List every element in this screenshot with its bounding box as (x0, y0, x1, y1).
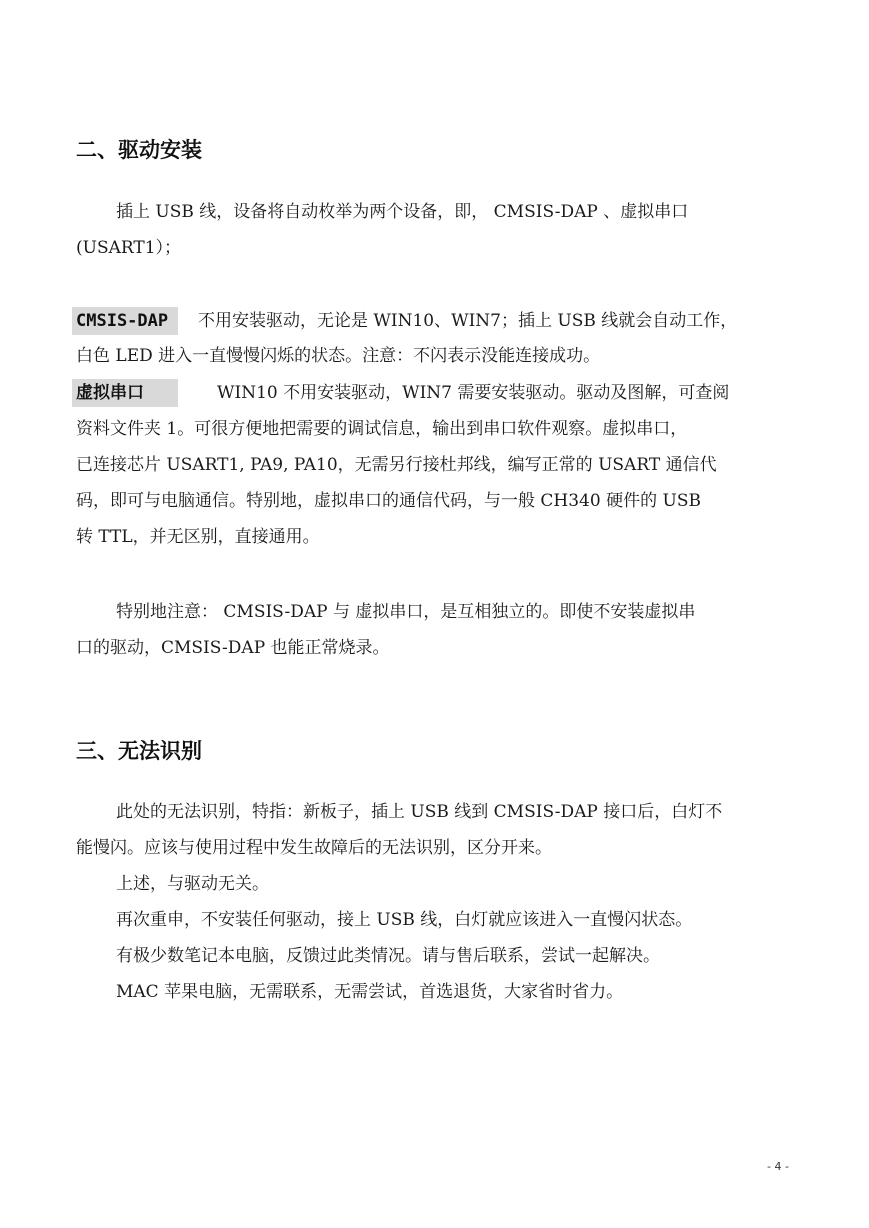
cmsis-dap-label: CMSIS-DAP (76, 311, 169, 331)
section-3-heading: 三、无法识别 (76, 739, 202, 763)
section-2-note-line-2: 口的驱动，CMSIS-DAP 也能正常烧录。 (76, 638, 390, 658)
page-number: - 4 - (767, 1160, 789, 1173)
section-3-line-1: 上述，与驱动无关。 (116, 874, 269, 894)
section-3-line-4: MAC 苹果电脑，无需联系，无需尝试，首选退货，大家省时省力。 (116, 982, 624, 1002)
section-3-paragraph-line-1: 此处的无法识别，特指：新板子，插上 USB 线到 CMSIS-DAP 接口后，白灯不 (116, 802, 723, 822)
cmsis-dap-description-line-2: 白色 LED 进入一直慢慢闪烁的状态。注意：不闪表示没能连接成功。 (76, 346, 601, 366)
section-2-intro-line-1: 插上 USB 线，设备将自动枚举为两个设备，即， CMSIS-DAP 、虚拟串口 (116, 202, 689, 222)
section-2-note-line-1: 特别地注意： CMSIS-DAP 与 虚拟串口，是互相独立的。即使不安装虚拟串 (116, 602, 696, 622)
section-3-line-3: 有极少数笔记本电脑，反馈过此类情况。请与售后联系，尝试一起解决。 (116, 946, 660, 966)
virtual-serial-description-line-4: 码，即可与电脑通信。特别地，虚拟串口的通信代码，与一般 CH340 硬件的 USB (76, 491, 701, 511)
virtual-serial-description-line-2: 资料文件夹 1。可很方便地把需要的调试信息，输出到串口软件观察。虚拟串口， (76, 419, 688, 439)
section-3-paragraph-line-2: 能慢闪。应该与使用过程中发生故障后的无法识别，区分开来。 (76, 838, 552, 858)
virtual-serial-description-line-3: 已连接芯片 USART1, PA9, PA10，无需另行接杜邦线，编写正常的 USART 通信代 (76, 455, 717, 475)
cmsis-dap-description-line-1: 不用安装驱动，无论是 WIN10、WIN7；插上 USB 线就会自动工作， (198, 311, 738, 331)
section-3-line-2: 再次重申，不安装任何驱动，接上 USB 线，白灯就应该进入一直慢闪状态。 (116, 910, 693, 930)
virtual-serial-description-line-1: WIN10 不用安装驱动，WIN7 需要安装驱动。驱动及图解，可查阅 (217, 383, 730, 403)
virtual-serial-description-line-5: 转 TTL，并无区别，直接通用。 (76, 527, 320, 547)
section-2-intro-line-2: (USART1）； (76, 238, 182, 258)
virtual-serial-label: 虚拟串口 (76, 383, 144, 403)
section-2-heading: 二、驱动安装 (76, 138, 202, 162)
